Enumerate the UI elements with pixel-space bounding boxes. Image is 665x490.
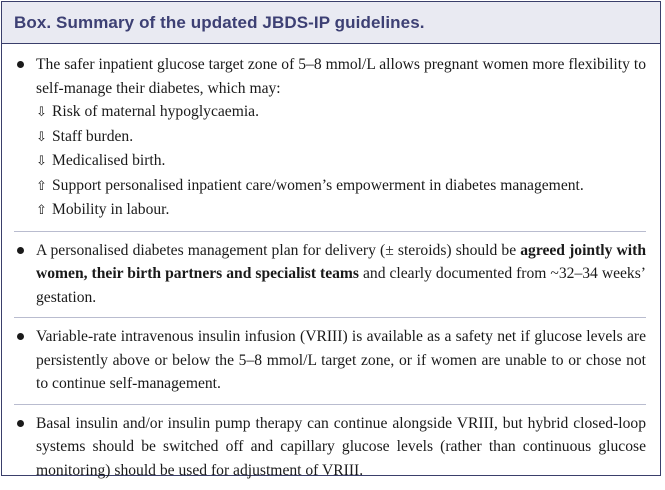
sub-item-text: Risk of maternal hypoglycaemia.: [52, 103, 259, 120]
bullet-item-vriii: [14, 325, 646, 405]
sub-item-text: Support personalised inpatient care/women’s empowerment in diabetes management.: [52, 177, 584, 194]
summary-box: [1, 1, 661, 476]
bullet-list: [14, 53, 646, 490]
sub-item-staff-burden: [36, 125, 646, 150]
sub-item-medicalised-birth: [36, 149, 646, 174]
arrow-down-icon: ⇩: [36, 126, 52, 150]
bullet-text: Basal insulin and/or insulin pump therapy can continue alongside VRIII, but hybrid closed-loop systems should be switched off and capillary glucose levels (rather than continuous glucose monitoring) should be used for adjustment of VRIII.: [36, 415, 646, 479]
bullet-item-target-zone: [14, 53, 646, 232]
sub-item-mobility: [36, 198, 646, 223]
bullet-icon: [17, 333, 24, 340]
bullet-icon: [17, 61, 24, 68]
box-body: [2, 44, 660, 490]
sub-item-text: Mobility in labour.: [52, 201, 169, 218]
bullet-text-after: and clearly documented from ~32–34 weeks’ gestation.: [36, 265, 646, 306]
bullet-icon: [17, 247, 24, 254]
bullet-item-management-plan: [14, 239, 646, 319]
bullet-text-before: A personalised diabetes management plan for delivery (± steroids) should be: [36, 242, 520, 259]
arrow-down-icon: ⇩: [36, 150, 52, 174]
arrow-down-icon: ⇩: [36, 101, 52, 125]
bullet-item-basal-insulin: [14, 412, 646, 490]
sub-item-personalised-care: [36, 174, 646, 199]
box-title: Box. Summary of the updated JBDS-IP guidelines.: [14, 13, 425, 33]
sub-item-text: Medicalised birth.: [52, 152, 165, 169]
bullet-icon: [17, 420, 24, 427]
sub-item-hypoglycaemia: [36, 100, 646, 125]
bullet-text-bold: agreed jointly with women, their birth partners and specialist teams: [36, 242, 646, 283]
bullet-text: The safer inpatient glucose target zone of 5–8 mmol/L allows pregnant women more flexibility to self-manage their diabetes, which may:: [36, 56, 646, 97]
box-header: [2, 2, 660, 44]
sub-item-text: Staff burden.: [52, 128, 133, 145]
arrow-up-icon: ⇧: [36, 175, 52, 199]
bullet-text: Variable-rate intravenous insulin infusion (VRIII) is available as a safety net if glucose levels are persistently above or below the 5–8 mmol/L target zone, or if women are unable to or chose not to continue self-management.: [36, 328, 646, 392]
arrow-up-icon: ⇧: [36, 199, 52, 223]
